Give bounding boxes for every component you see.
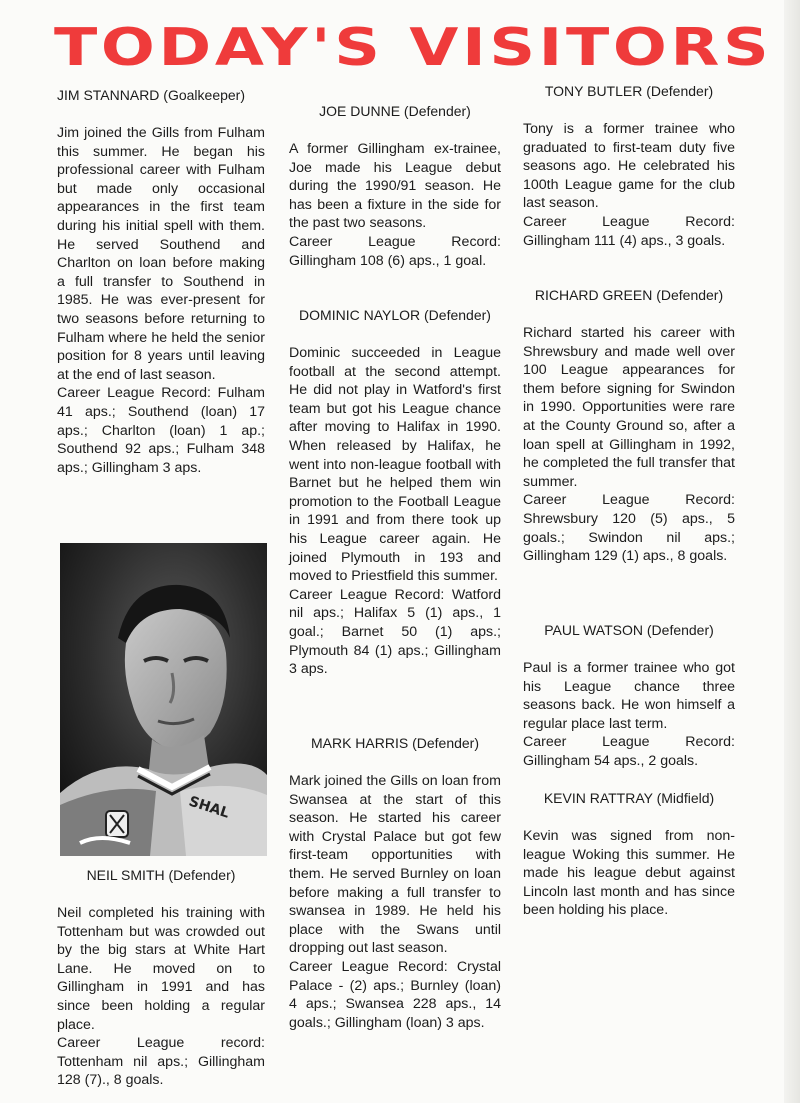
player-photo-image [60,543,267,856]
page-edge [784,0,800,1103]
career-record: Career League Record: Shrewsbury 120 (5) aps., 5 goals.; Swindon nil aps.; Gillingham 129 (1) aps., 8 goals. [523,492,735,565]
player-bio: Dominic succeeded in League football at the second attempt. He did not play in Watford's first team but got his League chance after moving to Halifax in 1990. When released by Halifax, he went into non-league football with Barnet but he helped them win promotion to the Football League in 1991 and from there took up his League career again. He joined Plymouth in 193 and moved to Priestfield this summer. [289,345,501,585]
player-heading: DOMINIC NAYLOR (Defender) [299,307,491,323]
player-heading: KEVIN RATTRAY (Midfield) [543,790,715,806]
player-entry-joe-dunne [289,102,501,270]
page-title: TODAY'S VISITORS [54,18,773,78]
player-heading: JOE DUNNE (Defender) [319,103,471,119]
player-bio: Richard started his career with Shrewsbury and made well over 100 League appearances for them before signing for Swindon in 1990. Opportunities were rare at the County Ground so, after a loan spell at Gillingham in 1992, he completed the full transfer that summer. [523,325,735,490]
player-heading: PAUL WATSON (Defender) [544,622,714,638]
career-record: Career League record: Tottenham nil aps.; Gillingham 128 (7)., 8 goals. [57,1035,265,1089]
player-entry-jim-stannard [57,86,265,477]
player-entry-neil-smith [57,866,265,1090]
player-entry-dominic-naylor [289,306,501,679]
career-record: Career League Record: Gillingham 54 aps., 2 goals. [523,734,735,769]
career-record: Career League Record: Gillingham 108 (6) aps., 1 goal. [289,233,501,269]
player-heading: JIM STANNARD (Goalkeeper) [57,87,246,103]
player-bio: Paul is a former trainee who got his League chance three seasons back. He won himself a regular place last term. [523,660,735,732]
career-record: Career League Record: Watford nil aps.; Halifax 5 (1) aps., 1 goal.; Barnet 50 (1) aps.; Plymouth 84 (1) aps.; Gillingham 3 aps. [289,586,501,678]
player-photo [60,543,267,856]
career-record: Career League Record: Crystal Palace - (2) aps.; Burnley (loan) 4 aps.; Swansea 228 aps., 14 goals.; Gillingham (loan) 3 aps. [289,958,501,1031]
player-bio: Mark joined the Gills on loan from Swansea at the start of this season. He started his career with Crystal Palace but got few first-team opportunities with them. He served Burnley on loan before making a full transfer to swansea in 1989. He held his place with the Swans until dropping out last season. [289,773,501,957]
player-entry-mark-harris [289,734,501,1032]
player-heading: MARK HARRIS (Defender) [310,735,480,751]
player-heading: RICHARD GREEN (Defender) [534,287,724,303]
career-record: Career League Record: Fulham 41 aps.; Southend (loan) 17 aps.; Charlton (loan) 1 ap.; Southend 92 aps.; Fulham 348 aps.; Gillingham 3 aps. [57,385,265,476]
player-heading: TONY BUTLER (Defender) [544,83,714,99]
player-heading: NEIL SMITH (Defender) [86,867,236,883]
player-bio: A former Gillingham ex-trainee, Joe made his League debut during the 1990/91 season. He has been a fixture in the side for the past two seasons. [289,141,501,232]
player-entry-richard-green [523,286,735,566]
player-entry-tony-butler [523,82,735,250]
player-bio: Kevin was signed from non-league Woking this summer. He made his league debut against Lincoln last month and has since been holding his place. [523,828,735,919]
player-entry-kevin-rattray [523,789,735,920]
player-entry-paul-watson [523,621,735,771]
career-record: Career League Record: Gillingham 111 (4) aps., 3 goals. [523,213,735,249]
shirt-text: SHAL [186,793,232,822]
player-bio: Neil completed his training with Tottenham but was crowded out by the big stars at White Hart Lane. He moved on to Gillingham in 1991 and has since been holding a regular place. [57,905,265,1033]
player-bio: Jim joined the Gills from Fulham this summer. He began his professional career with Fulham but made only occasional appearances in the first team during his initial spell with them. He served Southend and Charlton on loan before making a full transfer to Southend in 1985. He was ever-present for two seasons before returning to Fulham where he held the senior position for 8 years until leaving at the end of last season. [57,125,265,383]
player-bio: Tony is a former trainee who graduated to first-team duty five seasons ago. He celebrated his 100th League game for the club last season. [523,121,735,212]
